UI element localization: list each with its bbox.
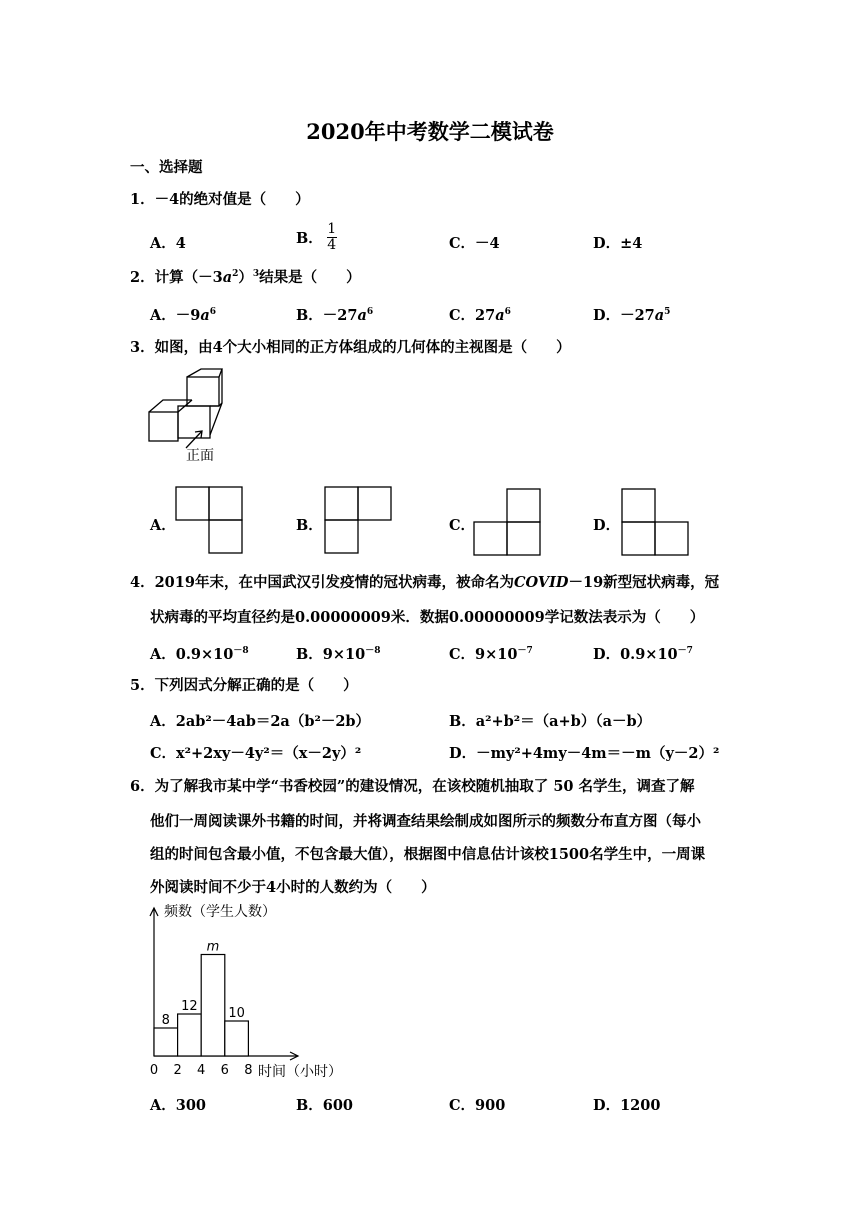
q6-option-c: C．900 [449, 1097, 506, 1114]
q2-option-b: B．$-27a^6$ [296, 307, 374, 324]
q6-option-b: B．600 [296, 1097, 354, 1114]
q3-option-a-label: A． [150, 517, 176, 534]
q5-option-a: A．2ab²－4ab＝2a（b²－2b） [150, 713, 371, 730]
q5-option-b: B．a²+b²＝（a+b）（a－b） [449, 713, 652, 730]
x-tick-label: 8 [244, 1063, 253, 1078]
q5-option-d: D．－my²+4my－4m＝－m（y－2）² [449, 745, 720, 762]
histogram-bar [201, 955, 225, 1057]
fraction: $\frac{1}{4}$ [327, 221, 337, 253]
histogram-bar [225, 1021, 249, 1056]
question-6-line-4: 外阅读时间不少于4小时的人数约为（ ） [150, 879, 436, 896]
q4-option-b: B．$9\times 10^{-8}$ [296, 646, 381, 663]
q6-option-a: A．300 [150, 1097, 207, 1114]
q1-option-a: A．4 [150, 235, 186, 252]
q2-option-c: C．$27a^6$ [449, 307, 511, 324]
bar-data-label: 12 [181, 999, 198, 1014]
q3-option-a-figure [175, 486, 243, 554]
section-heading: 一、选择题 [130, 159, 203, 176]
bar-data-label: m [206, 939, 220, 955]
bar-data-label: 8 [161, 1013, 170, 1028]
question-5: 5．下列因式分解正确的是（ ） [130, 677, 358, 694]
q3-option-b-figure [324, 486, 392, 554]
question-4-line-2: 状病毒的平均直径约是0.00000009米．数据0.00000009学记数法表示为（ ） [150, 609, 705, 626]
histogram-bar [154, 1028, 178, 1056]
q2-option-d: D．$-27a^5$ [593, 307, 671, 324]
q6-option-d: D．1200 [593, 1097, 661, 1114]
x-tick-label: 0 [149, 1063, 159, 1078]
question-6-line-2: 他们一周阅读课外书籍的时间，并将调查结果绘制成如图所示的频数分布直方图（每小 [150, 813, 701, 830]
histogram-bar [178, 1014, 202, 1056]
q3-option-c-label: C． [449, 517, 476, 534]
q2-option-a: A．$-9a^6$ [150, 307, 217, 324]
frequency-histogram [140, 898, 370, 1088]
q3-option-c-figure [473, 488, 541, 556]
x-tick-label: 2 [173, 1063, 182, 1078]
q4-option-a: A．$0.9\times 10^{-8}$ [150, 646, 249, 663]
q3-option-d-label: D． [593, 517, 621, 534]
y-axis-label: 频数（学生人数） [164, 904, 276, 920]
question-1: 1．－4的绝对值是（ ） [130, 191, 310, 208]
q4-option-c: C．$9\times 10^{-7}$ [449, 646, 533, 663]
q1-option-c: C．－4 [449, 235, 500, 252]
x-tick-label: 6 [220, 1063, 229, 1078]
q1-option-b: B． $\frac{1}{4}$ [296, 221, 337, 253]
question-2: 2．计算$(-3a^2)^3$结果是（ ） [130, 269, 361, 286]
question-6-line-1: 6．为了解我市某中学“书香校园”的建设情况，在该校随机抽取了 50 名学生，调查了解 [130, 778, 695, 795]
x-tick-label: 4 [197, 1063, 206, 1078]
front-label: 正面 [186, 448, 214, 464]
q5-option-c: C．x²+2xy－4y²＝（x－2y）² [150, 745, 362, 762]
q4-option-d: D．$0.9\times 10^{-7}$ [593, 646, 693, 663]
question-6-line-3: 组的时间包含最小值，不包含最大值），根据图中信息估计该校1500名学生中，一周课 [150, 846, 706, 863]
question-3: 3．如图，由4个大小相同的正方体组成的几何体的主视图是（ ） [130, 339, 571, 356]
q1-option-d: D．±4 [593, 235, 643, 252]
question-4-line-1: 4．2019年末，在中国武汉引发疫情的冠状病毒，被命名为COVID－19新型冠状病毒，冠 [130, 574, 720, 591]
q3-option-b-label: B． [296, 517, 323, 534]
page-title: 2020年中考数学二模试卷 [306, 119, 554, 144]
bar-data-label: 10 [228, 1006, 245, 1021]
x-axis-label: 时间（小时） [258, 1064, 342, 1080]
q3-option-d-figure [621, 488, 689, 556]
